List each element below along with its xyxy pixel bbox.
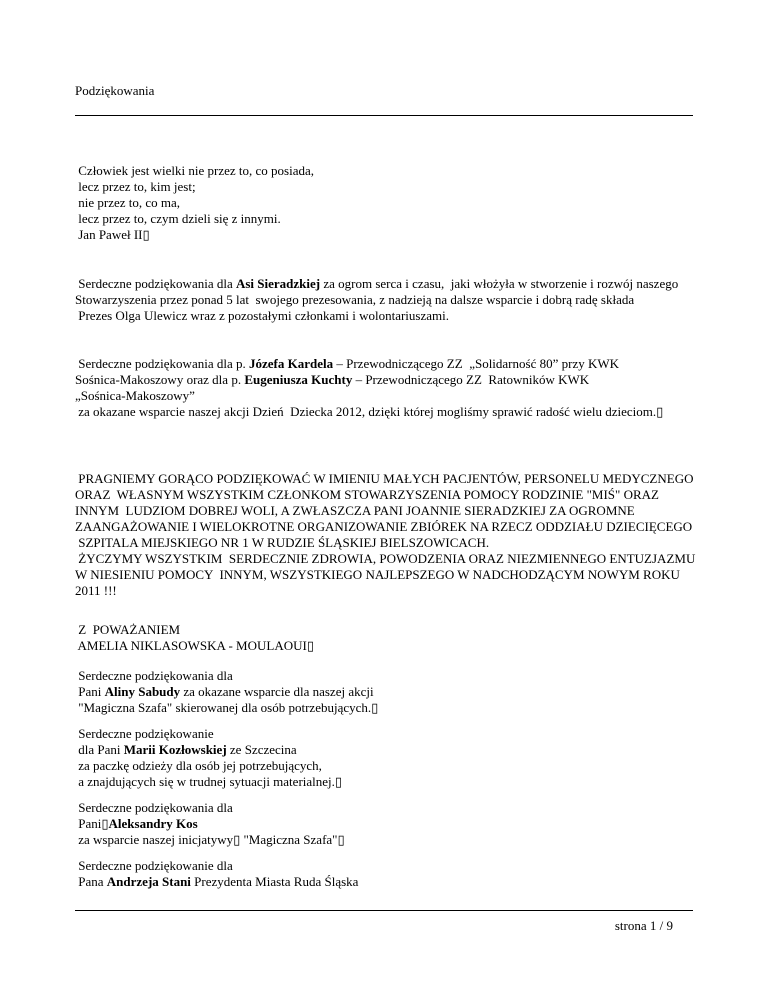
thanks-paragraph-hospital: [75, 471, 705, 599]
paragraph-line: dla Pani Marii Kozłowskiej ze Szczecina: [75, 742, 297, 757]
quote-line: Człowiek jest wielki nie przez to, co posiada,: [75, 163, 314, 178]
paragraph-line: ŻYCZYMY WSZYSTKIM SERDECZNIE ZDROWIA, POWODZENIA ORAZ NIEZMIENNEGO ENTUZJAZMU: [75, 551, 696, 566]
paragraph-line: a znajdujących się w trudnej sytuacji materialnej.▯: [75, 774, 343, 789]
name-bold: Józefa Kardela: [248, 356, 334, 371]
paragraph-line: ORAZ WŁASNYM WSZYSTKIM CZŁONKOM STOWARZYSZENIA POMOCY RODZINIE "MIŚ" ORAZ: [75, 487, 659, 502]
paragraph-line: PRAGNIEMY GORĄCO PODZIĘKOWAĆ W IMIENIU MAŁYCH PACJENTÓW, PERSONELU MEDYCZNEGO: [75, 471, 694, 486]
paragraph-line: Pani Aliny Sabudy za okazane wsparcie dla naszej akcji: [75, 684, 374, 699]
thanks-paragraph-sieradzka: [75, 276, 705, 324]
footer-divider: [75, 910, 693, 911]
paragraph-line: Serdeczne podziękowanie dla: [75, 858, 233, 873]
thanks-paragraph-kardel-kuchta: [75, 356, 705, 420]
paragraph-line: Sośnica-Makoszowy oraz dla p. Eugeniusza Kuchty – Przewodniczącego ZZ Ratowników KWK: [75, 372, 590, 387]
quote-line: lecz przez to, czym dzieli się z innymi.: [75, 211, 281, 226]
quote-block: [75, 163, 705, 243]
name-bold: Aliny Sabudy: [104, 684, 181, 699]
page-title: Podziękowania: [75, 83, 155, 98]
paragraph-line: Serdeczne podziękowania dla p. Józefa Kardela – Przewodniczącego ZZ „Solidarność 80” przy KWK: [75, 356, 620, 371]
paragraph-line: Stowarzyszenia przez ponad 5 lat swojego prezesowania, z nadzieją na dalsze wsparcie i dobrą radę składa: [75, 292, 635, 307]
name-bold: Aleksandry Kos: [108, 816, 198, 831]
paragraph-line: 2011 !!!: [75, 583, 117, 598]
thanks-paragraph-sabuda: [75, 668, 705, 716]
paragraph-line: za okazane wsparcie naszej akcji Dzień Dziecka 2012, dzięki której mogliśmy sprawić radość wielu dzieciom.▯: [75, 404, 664, 419]
quote-line: nie przez to, co ma,: [75, 195, 181, 210]
name-bold: Andrzeja Stani: [106, 874, 191, 889]
paragraph-line: Serdeczne podziękowania dla: [75, 668, 233, 683]
thanks-paragraph-stania: [75, 858, 705, 890]
name-bold: Asi Sieradzkiej: [235, 276, 321, 291]
name-bold: Marii Kozłowskiej: [123, 742, 227, 757]
signature-line: AMELIA NIKLASOWSKA - MOULAOUI▯: [75, 638, 314, 653]
paragraph-line: Serdeczne podziękowania dla Asi Sieradzkiej za ogrom serca i czasu, jaki włożyła w stworzenie i rozwój naszego: [75, 276, 679, 291]
paragraph-line: Pani▯Aleksandry Kos: [75, 816, 198, 831]
paragraph-line: Pana Andrzeja Stani Prezydenta Miasta Ruda Śląska: [75, 874, 359, 889]
name-bold: Eugeniusza Kuchty: [244, 372, 353, 387]
paragraph-line: W NIESIENIU POMOCY INNYM, WSZYSTKIEGO NAJLEPSZEGO W NADCHODZĄCYM NOWYM ROKU: [75, 567, 680, 582]
paragraph-line: "Magiczna Szafa" skierowanej dla osób potrzebujących.▯: [75, 700, 379, 715]
thanks-paragraph-kozlowska: [75, 726, 705, 790]
paragraph-line: za wsparcie naszej inicjatywy▯ "Magiczna Szafa"▯: [75, 832, 345, 847]
header-divider: [75, 115, 693, 116]
paragraph-line: Serdeczne podziękowania dla: [75, 800, 233, 815]
signature-block: [75, 622, 705, 654]
thanks-paragraph-kos: [75, 800, 705, 848]
quote-author: Jan Paweł II▯: [75, 227, 150, 242]
paragraph-line: Serdeczne podziękowanie: [75, 726, 214, 741]
paragraph-line: za paczkę odzieży dla osób jej potrzebujących,: [75, 758, 322, 773]
page-number: strona 1 / 9: [614, 918, 673, 933]
signature-line: Z POWAŻANIEM: [75, 622, 181, 637]
paragraph-line: SZPITALA MIEJSKIEGO NR 1 W RUDZIE ŚLĄSKIEJ BIELSZOWICACH.: [75, 535, 490, 550]
paragraph-line: ZAANGAŻOWANIE I WIELOKROTNE ORGANIZOWANIE ZBIÓREK NA RZECZ ODDZIAŁU DZIECIĘCEGO: [75, 519, 693, 534]
paragraph-line: „Sośnica-Makoszowy”: [75, 388, 195, 403]
paragraph-line: Prezes Olga Ulewicz wraz z pozostałymi członkami i wolontariuszami.: [75, 308, 449, 323]
paragraph-line: INNYM LUDZIOM DOBREJ WOLI, A ZWŁASZCZA PANI JOANNIE SIERADZKIEJ ZA OGROMNE: [75, 503, 635, 518]
quote-line: lecz przez to, kim jest;: [75, 179, 196, 194]
